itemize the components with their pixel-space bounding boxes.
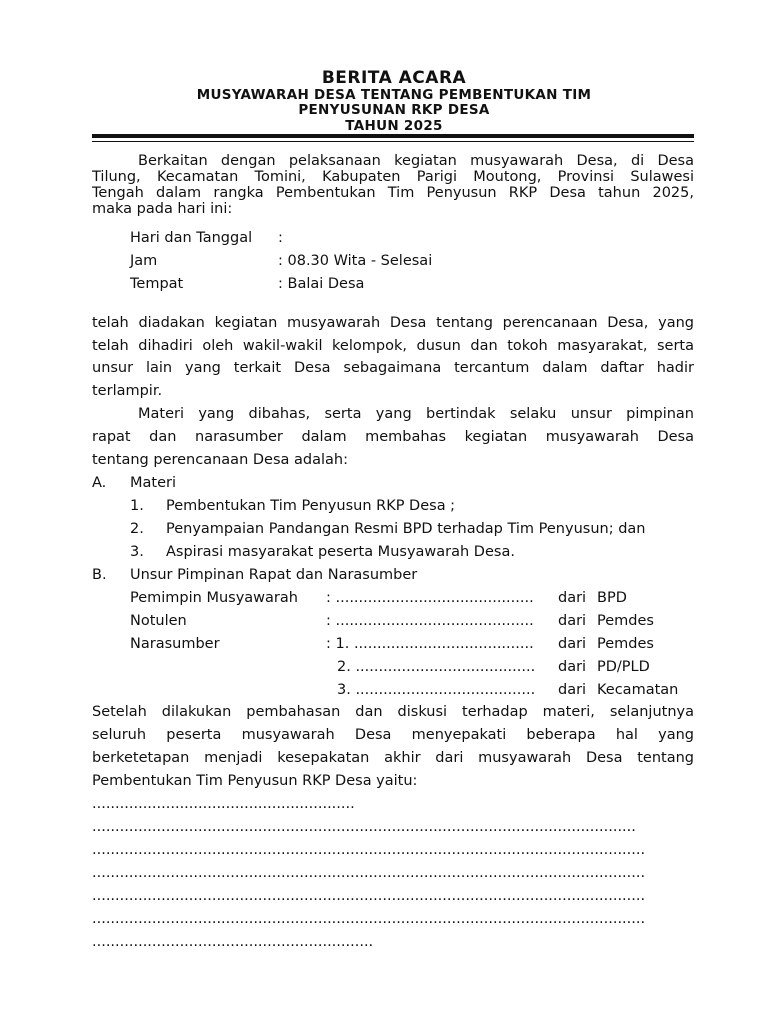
role-dari-narasumber-2: dari [558,659,587,675]
role-dari-notulen: dari [558,613,587,629]
role-org-narasumber-3: Kecamatan [597,682,679,698]
blank-line: ........................................................................................................................ [92,888,646,904]
detail-label-date: Hari dan Tanggal [130,230,253,246]
header-rule-thick [92,134,694,138]
document-subtitle-line-1: MUSYAWARAH DESA TENTANG PEMBENTUKAN TIM [196,87,592,103]
para4-line-4: Pembentukan Tim Penyusun RKP Desa yaitu: [92,773,418,789]
role-dari-leader: dari [558,590,587,606]
role-org-narasumber-2: PD/PLD [597,659,650,675]
role-dari-narasumber-1: dari [558,636,587,652]
para3-line-3: tentang perencanaan Desa adalah: [92,452,348,468]
role-label-leader: Pemimpin Musyawarah [130,590,298,606]
detail-label-place: Tempat [130,276,184,292]
intro-line-3: Tengah dalam rangka Pembentukan Tim Penyusun RKP Desa tahun 2025, [92,185,694,201]
blank-line: ........................................................................................................................ [92,911,646,927]
blank-line: ........................................................................................................................ [92,865,646,881]
section-a-item-2: Penyampaian Pandangan Resmi BPD terhadap Tim Penyusun; dan [166,521,646,537]
intro-line-4: maka pada hari ini: [92,201,233,217]
role-dari-narasumber-3: dari [558,682,587,698]
role-fill-narasumber-3: 3. ....................................... [337,682,536,698]
para3-line-2: rapat dan narasumber dalam membahas kegiatan musyawarah Desa [92,429,694,445]
role-org-narasumber-1: Pemdes [597,636,654,652]
role-org-leader: BPD [597,590,627,606]
document-year: TAHUN 2025 [345,118,443,134]
section-a-item-1-num: 1. [130,498,144,514]
para4-line-3: berketetapan menjadi kesepakatan akhir dari musyawarah Desa tentang [92,750,694,766]
para4-line-1: Setelah dilakukan pembahasan dan diskusi terhadap materi, selanjutnya [92,704,694,720]
section-a-title: Materi [130,475,176,491]
role-org-notulen: Pemdes [597,613,654,629]
role-label-notulen: Notulen [130,613,187,629]
blank-line: ........................................................................................................................ [92,842,646,858]
blank-line: ............................................................. [92,934,374,950]
section-a-item-2-num: 2. [130,521,144,537]
role-fill-narasumber-1: : 1. ....................................... [326,636,534,652]
detail-value-date: : [278,230,283,246]
intro-line-2: Tilung, Kecamatan Tomini, Kabupaten Parigi Moutong, Provinsi Sulawesi [92,169,694,185]
para2-line-4: terlampir. [92,383,163,399]
blank-line: ...................................................................................................................... [92,819,636,835]
para4-line-2: seluruh peserta musyawarah Desa menyepakati beberapa hal yang [92,727,694,743]
para2-line-2: telah dihadiri oleh wakil-wakil kelompok, dusun dan tokoh masyarakat, serta [92,338,694,354]
role-fill-notulen: : ........................................... [326,613,534,629]
section-a-item-1: Pembentukan Tim Penyusun RKP Desa ; [166,498,456,514]
detail-value-time: : 08.30 Wita - Selesai [278,253,433,269]
detail-label-time: Jam [130,253,158,269]
role-fill-leader: : ........................................... [326,590,534,606]
header-rule-thin [92,141,694,142]
section-b-marker: B. [92,567,107,583]
section-a-item-3: Aspirasi masyarakat peserta Musyawarah Desa. [166,544,515,560]
section-a-marker: A. [92,475,107,491]
document-title: BERITA ACARA [321,68,467,88]
section-b-title: Unsur Pimpinan Rapat dan Narasumber [130,567,418,583]
role-label-narasumber: Narasumber [130,636,220,652]
intro-line-1: Berkaitan dengan pelaksanaan kegiatan musyawarah Desa, di Desa [138,153,694,169]
section-a-item-3-num: 3. [130,544,144,560]
document-subtitle-line-2: PENYUSUNAN RKP DESA [298,102,490,118]
role-fill-narasumber-2: 2. ....................................... [337,659,536,675]
para2-line-3: unsur lain yang terkait Desa sebagaimana tercantum dalam daftar hadir [92,360,694,376]
para3-line-1: Materi yang dibahas, serta yang bertindak selaku unsur pimpinan [138,406,694,422]
blank-line: ......................................................... [92,796,355,812]
para2-line-1: telah diadakan kegiatan musyawarah Desa tentang perencanaan Desa, yang [92,315,694,331]
detail-value-place: : Balai Desa [278,276,365,292]
